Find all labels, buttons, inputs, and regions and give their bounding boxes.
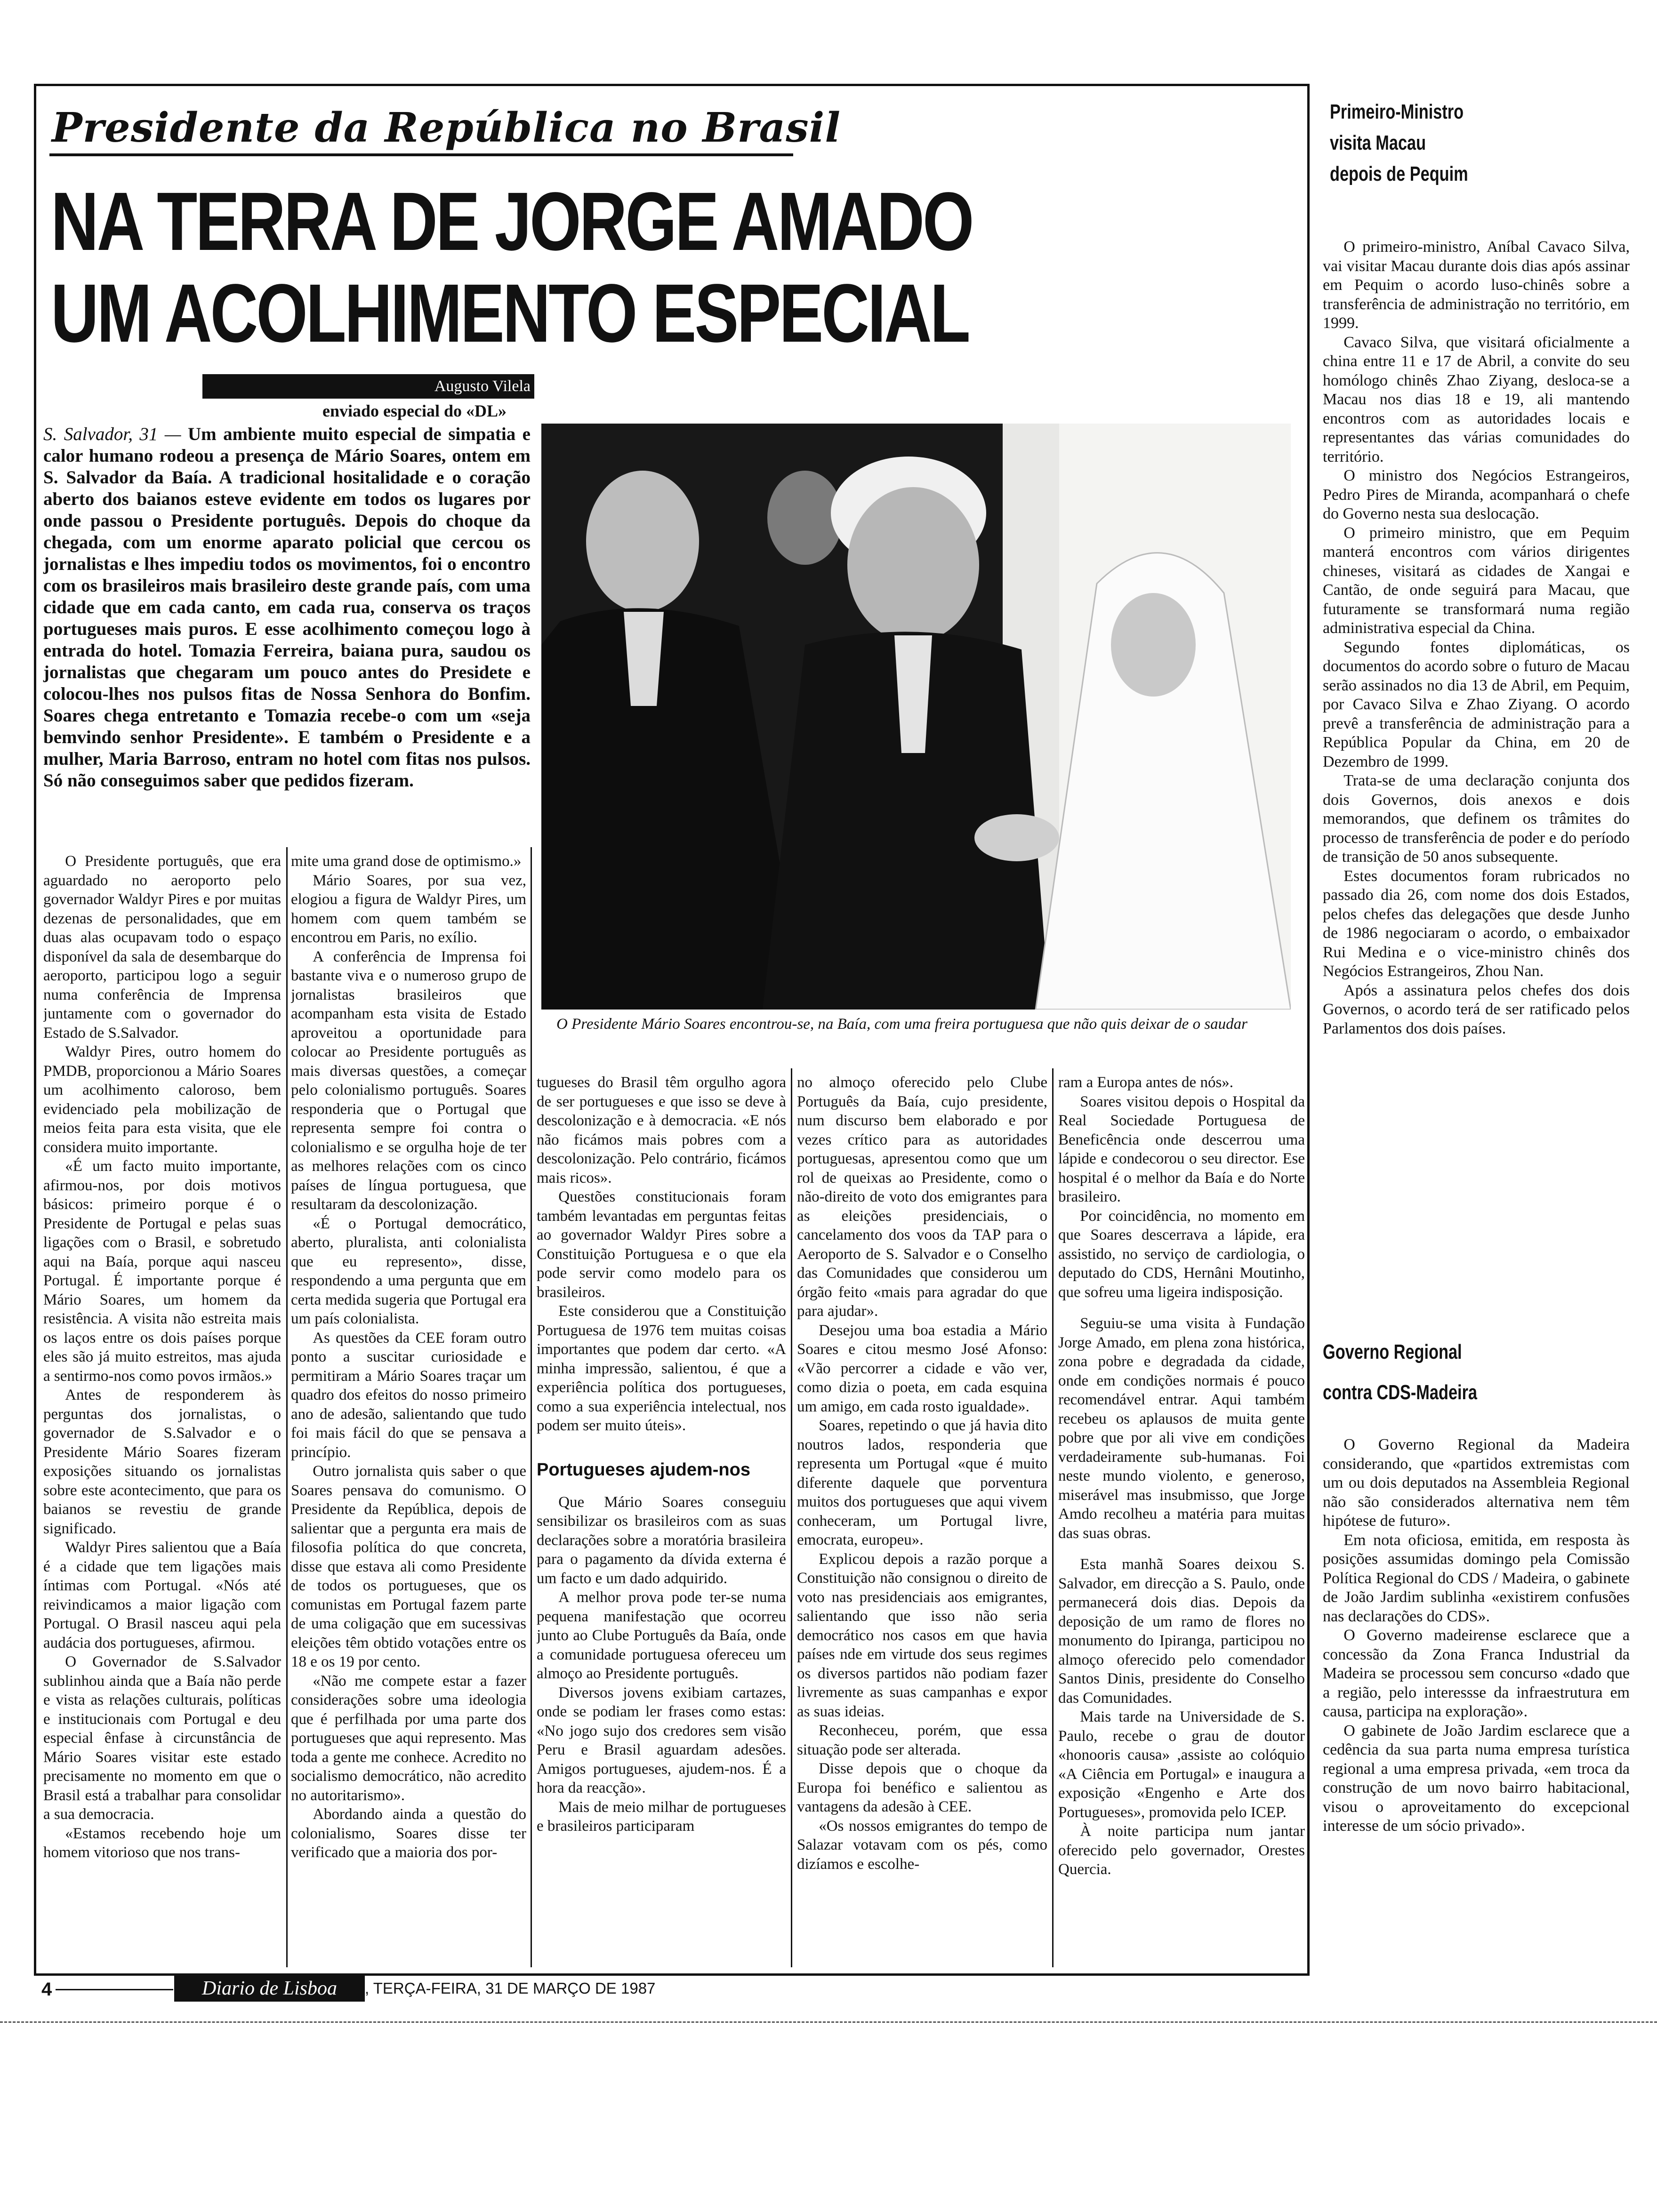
- paragraph: Waldyr Pires salientou que a Baía é a cidade que tem ligações mais íntimas com Portugal. «Nós até reivindicamos a maior ligação com Portugal. O Brasil nasceu aqui pela audácia dos portugueses, afirmou.: [43, 1539, 281, 1651]
- lead-paragraph: [43, 424, 531, 792]
- lead-dateline: S. Salvador, 31 —: [43, 424, 181, 444]
- paragraph: Abordando ainda a questão do colonialismo, Soares disse ter verificado que a maioria dos por-: [291, 1806, 526, 1861]
- paragraph: Soares, repetindo o que já havia dito noutros lados, responderia que representa um Portugal «que é muito diferente daquele que porventura muitos dos portugueses que aqui vivem conheceram, um Portugal livre, emocrata, europeu».: [797, 1417, 1047, 1548]
- paragraph: Cavaco Silva, que visitará oficialmente a china entre 11 e 17 de Abril, a convite do seu homólogo chinês Zhao Ziyang, desloca-se a Macau nos dias 18 e 19, ali mantendo encontros com as autoridades locais e representantes das várias comunidades do território.: [1323, 333, 1630, 465]
- sidebar-heading-line: visita Macau: [1330, 131, 1426, 154]
- sidebar-story-2-heading: [1323, 1337, 1630, 1408]
- paragraph: Que Mário Soares conseguiu sensibilizar os brasileiros com as suas declarações sobre a moratória brasileira para o pagamento da dívida externa é um facto e um dado adquirido.: [537, 1493, 786, 1587]
- subhead: Portugueses ajudem-nos: [537, 1459, 750, 1480]
- paragraph: «É um facto muito importante, afirmou-nos, por dois motivos básicos: primeiro porque é o Presidente de Portugal e pelas suas ligações com o Brasil, e sobretudo aqui na Baía, porque aqui nasceu Portugal. É importante porque é Mário Soares, um homem da resistência. A visita não estreita mais os laços entre os dois países porque eles são já muito estreitos, mas ajuda a sentirmo-nos como povos irmãos.»: [43, 1158, 281, 1385]
- paragraph: «Os nossos emigrantes do tempo de Salazar votavam com os pés, como dizíamos e escolhe-: [797, 1817, 1047, 1873]
- article-column-2: [291, 852, 526, 1968]
- paragraph: O Governo Regional da Madeira considerando, que «partidos extremistas com um ou dois deputados na Assembleia Regional não são considerados alternativa nem têm hipótese de futuro».: [1323, 1436, 1630, 1530]
- paragraph: Mário Soares, por sua vez, elogiou a figura de Waldyr Pires, um homem com quem também se encontrou em Paris, no exílio.: [291, 872, 526, 946]
- paragraph: O ministro dos Negócios Estrangeiros, Pedro Pires de Miranda, acompanhará o chefe do Governo nesta sua deslocação.: [1323, 467, 1630, 522]
- paragraph: Antes de responderem às perguntas dos jornalistas, o governador de S.Salvador e o Presidente Mário Soares fizeram exposições situando os jornalistas sobre este acontecimento, que para os baianos se revestiu de grande significado.: [43, 1387, 281, 1537]
- article-column-4: [797, 1073, 1047, 1968]
- column-rule-2: [531, 847, 532, 1967]
- paragraph: Soares visitou depois o Hospital da Real Sociedade Portuguesa de Beneficência onde descerrou uma lápide e condecorou o seu director. Ese hospital é o melhor da Baía e do Norte brasileiro.: [1058, 1093, 1305, 1205]
- sidebar-heading-line: contra CDS-Madeira: [1323, 1381, 1478, 1404]
- paragraph: Waldyr Pires, outro homem do PMDB, proporcionou a Mário Soares um acolhimento caloroso, bem evidenciado pela mobilização de meios feita para esta visita, que ele considera muito importante.: [43, 1043, 281, 1156]
- byline-role: enviado especial do «DL»: [322, 401, 507, 420]
- issue-date: , TERÇA-FEIRA, 31 DE MARÇO DE 1987: [365, 1980, 656, 1997]
- article-kicker: Presidente da República no Brasil: [52, 104, 841, 152]
- sidebar-heading-line: Primeiro-Ministro: [1330, 100, 1464, 123]
- paragraph: Desejou uma boa estadia a Mário Soares e citou mesmo José Afonso: «Vão percorrer a cidade e vão ver, como dizia o poeta, em cada esquina um amigo, em cada rosto igualdade».: [797, 1322, 1047, 1415]
- paragraph: «Não me compete estar a fazer considerações sobre uma ideologia que é perfilhada por uma parte dos portugueses que aqui represento. Mas toda a gente me conhece. Acredito no socialismo democrático, não acredito no autoritarismo».: [291, 1672, 526, 1804]
- column-rule-4: [1052, 1068, 1054, 1967]
- paragraph: Reconheceu, porém, que essa situação pode ser alterada.: [797, 1722, 1047, 1758]
- column-rule-1: [286, 847, 288, 1967]
- paragraph: Explicou depois a razão porque a Constituição não consignou o direito de voto nas presidenciais aos emigrantes, salientando que isso não seria democrático nos casos em que havia países nde em virtude dos seus regimes os diversos partidos não podiam fazer livremente as suas campanhas e expor as suas ideias.: [797, 1550, 1047, 1720]
- paragraph: Mais de meio milhar de portugueses e brasileiros participaram: [537, 1798, 786, 1835]
- paragraph: ram a Europa antes de nós».: [1058, 1074, 1234, 1091]
- paragraph: Outro jornalista quis saber o que Soares pensava do comunismo. O Presidente da República, depois de salientar que a pergunta era mais de filosofia política do que concreta, disse que estava ali como Presidente de todos os portugueses, que os comunistas em Portugal fazem parte de uma coligação que em sucessivas eleições têm obtido votações entre os 18 e os 19 por cento.: [291, 1463, 526, 1670]
- paragraph: Disse depois que o choque da Europa foi benéfico e salientou as vantagens da adesão à CEE.: [797, 1760, 1047, 1815]
- paragraph: no almoço oferecido pelo Clube Português da Baía, cujo presidente, num discurso bem elaborado e por vezes crítico para as autoridades portuguesas, apresentou como que um rol de queixas ao Presidente, como o não-direito de voto dos emigrantes para as eleições presidenciais, o cancelamento dos voos da TAP para o Aeroporto de S. Salvador e o Conselho das Comunidades que considerou um órgão feito «mais para agradar do que para ajudar».: [797, 1074, 1047, 1320]
- paragraph: mite uma grand dose de optimismo.»: [291, 853, 522, 870]
- paragraph: As questões da CEE foram outro ponto a suscitar curiosidade e permitiram a Mário Soares traçar um quadro dos efeitos do nosso primeiro ano de adesão, salientando que tudo foi mais fácil do que se pensava a princípio.: [291, 1329, 526, 1461]
- paragraph: O Governador de S.Salvador sublinhou ainda que a Baía não perde e vista as relações culturais, políticas e institucionais com Portugal e deu especial ênfase à circunstância de Mário Soares visitar este estado precisamente no momento em que o Brasil está a trabalhar para consolidar a sua democracia.: [43, 1653, 281, 1823]
- paragraph: O primeiro-ministro, Aníbal Cavaco Silva, vai visitar Macau durante dois dias após assinar em Pequim o acordo luso-chinês sobre a transferência de administração no território, em 1999.: [1323, 238, 1630, 332]
- headline-line-2: UM ACOLHIMENTO ESPECIAL: [51, 267, 969, 360]
- footer-rule: [56, 1989, 173, 1990]
- paragraph: tugueses do Brasil têm orgulho agora de ser portugueses e que isso se deve à descolonização e à democracia. «E nós não ficámos mais pobres com a descolonização. Pelo contrário, ficámos mais ricos».: [537, 1074, 786, 1186]
- paragraph: O Governo madeirense esclarece que a concessão da Zona Franca Industrial da Madeira se processou sem concurso «dado que a região, pelo interessse da infraestrutura em causa, participa na exploração».: [1323, 1627, 1630, 1720]
- sidebar-story-1: [1323, 238, 1630, 1334]
- article-column-5: [1058, 1073, 1305, 1968]
- paragraph: A melhor prova pode ter-se numa pequena manifestação que ocorreu junto ao Clube Português da Baía, onde a comunidade portuguesa ofereceu um almoço ao Presidente português.: [537, 1589, 786, 1682]
- paragraph: Em nota oficiosa, emitida, em resposta às posições assumidas domingo pela Comissão Política Regional do CDS / Madeira, o gabinete de João Jardim sublinha «existirem confusões nas declarações do CDS».: [1323, 1531, 1630, 1625]
- byline-bar: [202, 374, 534, 399]
- paragraph: «É o Portugal democrático, aberto, pluralista, anti colonialista que eu represento», disse, respondendo a uma pergunta que em certa medida sugeria que Portugal era um país colonialista.: [291, 1215, 526, 1327]
- photo-illustration: [541, 424, 1291, 1010]
- paragraph: Este considerou que a Constituição Portuguesa de 1976 tem muitas coisas importantes que podem dar certo. «A minha impressão, salientou, é que a experiência política dos portugueses, como a sua experiência intelectual, nos podem ser muito úteis».: [537, 1303, 786, 1434]
- paragraph: Trata-se de uma declaração conjunta dos dois Governos, dois anexos e dois memorandos, que definem os trâmites do processo de transferência de poder e do período de transição de 50 anos subsequente.: [1323, 772, 1630, 866]
- sidebar-story-2: [1323, 1435, 1630, 1967]
- paragraph: Segundo fontes diplomáticas, os documentos do acordo sobre o futuro de Macau serão assinados no dia 13 de Abril, em Pequim, por Cavaco Silva e Zhao Ziyang. O acordo prevê a transferência de administração para a República Popular da China, em 20 de Dezembro de 1999.: [1323, 638, 1630, 770]
- article-column-3: [537, 1073, 786, 1968]
- paragraph: A conferência de Imprensa foi bastante viva e o numeroso grupo de jornalistas brasileiros que acompanham esta visita de Estado aproveitou a oportunidade para colocar ao Presidente português as mais diversas questões, a começar pelo colonialismo português. Soares responderia que o Portugal que representa sempre foi contra o colonialismo e se orgulha hoje de ter as melhores relações com os cinco países de língua portuguesa, que resultaram da descolonização.: [291, 948, 526, 1213]
- sidebar-heading-line: Governo Regional: [1323, 1340, 1462, 1363]
- paragraph: À noite participa num jantar oferecido pelo governador, Orestes Quercia.: [1058, 1823, 1305, 1878]
- column-rule-3: [791, 1068, 792, 1967]
- paragraph: «Estamos recebendo hoje um homem vitorioso que nos trans-: [43, 1825, 281, 1861]
- paragraph: Esta manhã Soares deixou S. Salvador, em direcção a S. Paulo, onde permanecerá dois dias. Depois da deposição de um ramo de flores no monumento do Ipiranga, participou no almoço oferecido pelo comendador Santos Dinis, presidente do Conselho das Comunidades.: [1058, 1556, 1305, 1707]
- page-number: 4: [41, 1979, 52, 2000]
- paragraph: Estes documentos foram rubricados no passado dia 26, com nome dos dois Estados, pelos chefes das delegações que desde Junho de 1986 negociaram o acordo, o embaixador Rui Medina e o vice-ministro chinês dos Negócios Estrangeiros, Zhou Nan.: [1323, 867, 1630, 980]
- paragraph: Mais tarde na Universidade de S. Paulo, recebe o grau de doutor «honooris causa» ,assiste ao colóquio «A Ciência em Portugal» e inaugura a exposição «Engenho e Arte dos Portugueses», promovida pelo ICEP.: [1058, 1708, 1305, 1821]
- sidebar-heading-line: depois de Pequim: [1330, 162, 1468, 185]
- paragraph: Seguiu-se uma visita à Fundação Jorge Amado, em plena zona histórica, zona pobre e degradada da cidade, onde em condições normais é pouco recomendável entrar. Aqui também recebeu os aplausos de muita gente pobre que por ali vive em condições verdadeiramente sub-humanas. Foi neste mundo violento, e generoso, miserável mas insubmisso, que Jorge Amdo recolheu a matéria para muitas das suas obras.: [1058, 1315, 1305, 1542]
- paragraph: Diversos jovens exibiam cartazes, onde se podiam ler frases como estas: «No jogo sujo dos credores sem visão Peru e Brasil aguardam adesões. Amigos portugueses, ajudem-nos. É a hora da reacção».: [537, 1684, 786, 1796]
- paragraph: Após a assinatura pelos chefes dos dois Governos, o acordo terá de ser ratificado pelos Parlamentos dos dois países.: [1323, 981, 1630, 1037]
- photo-caption: O Presidente Mário Soares encontrou-se, na Baía, com uma freira portuguesa que não quis deixar de o saudar: [556, 1016, 1248, 1033]
- lead-text: Um ambiente muito especial de simpatia e calor humano rodeou a presença de Mário Soares, ontem em S. Salvador da Baía. A tradicional hositalidade e o coração aberto dos baianos esteve evidente em todos os lugares por onde passou o Presidente português. Depois do choque da chegada, com um enorme aparato policial que cercou os jornalistas e lhes impediu todos os movimentos, foi o encontro com os brasileiros mais brasileiro deste grande país, com uma cidade que em cada canto, em cada rua, conserva os traços portugueses mais puros. E esse acolhimento começou logo à entrada do hotel. Tomazia Ferreira, baiana pura, saudou os jornalistas que chegaram um pouco antes do Presidete e colocou-lhes nos pulsos fitas de Nossa Senhora do Bonfim. Soares chega entretanto e Tomazia recebe-o com um «seja bemvindo senhor Presidente». E também o Presidente e a mulher, Maria Barroso, entram no hotel com fitas nos pulsos. Só não conseguimos saber que pedidos fizeram.: [43, 424, 531, 791]
- paragraph: Por coincidência, no momento em que Soares descerrava a lápide, era assistido, no serviço de cardiologia, o deputado do CDS, Hernâni Moutinho, que sofreu uma ligeira indisposição.: [1058, 1207, 1305, 1301]
- masthead-logo: Diario de Lisboa: [174, 1975, 365, 2002]
- trim-line: [0, 2021, 1657, 2023]
- paragraph: O Presidente português, que era aguardado no aeroporto pelo governador Waldyr Pires e por muitas dezenas de personalidades, que em duas alas ocupavam todo o espaço disponível da sala de desembarque do aeroporto, participou logo a seguir numa conferência de Imprensa juntamente com o governador do Estado de S.Salvador.: [43, 853, 281, 1042]
- article-photo: [541, 424, 1291, 1010]
- paragraph: O gabinete de João Jardim esclarece que a cedência da sua parta numa empresa turística regional a uma empresa privada, «em troca da construção de um novo bairro habitacional, visou o aproveitamento do excepcional interesse de um sócio privado».: [1323, 1722, 1630, 1835]
- article-column-1: [43, 852, 281, 1968]
- paragraph: O primeiro ministro, que em Pequim manterá encontros com vários dirigentes chineses, visitará as cidades de Xangai e Cantão, de onde seguirá para Macau, que futuramente se transformará numa região administrativa especial da China.: [1323, 524, 1630, 637]
- sidebar-story-1-heading: [1330, 96, 1631, 190]
- headline-line-1: NA TERRA DE JORGE AMADO: [51, 176, 973, 268]
- byline-name: Augusto Vilela: [434, 377, 531, 395]
- paragraph: Questões constitucionais foram também levantadas em perguntas feitas ao governador Waldyr Pires sobre a Constituição Portuguesa e o que ela pode servir como modelo para os brasileiros.: [537, 1188, 786, 1301]
- kicker-rule: [49, 153, 793, 156]
